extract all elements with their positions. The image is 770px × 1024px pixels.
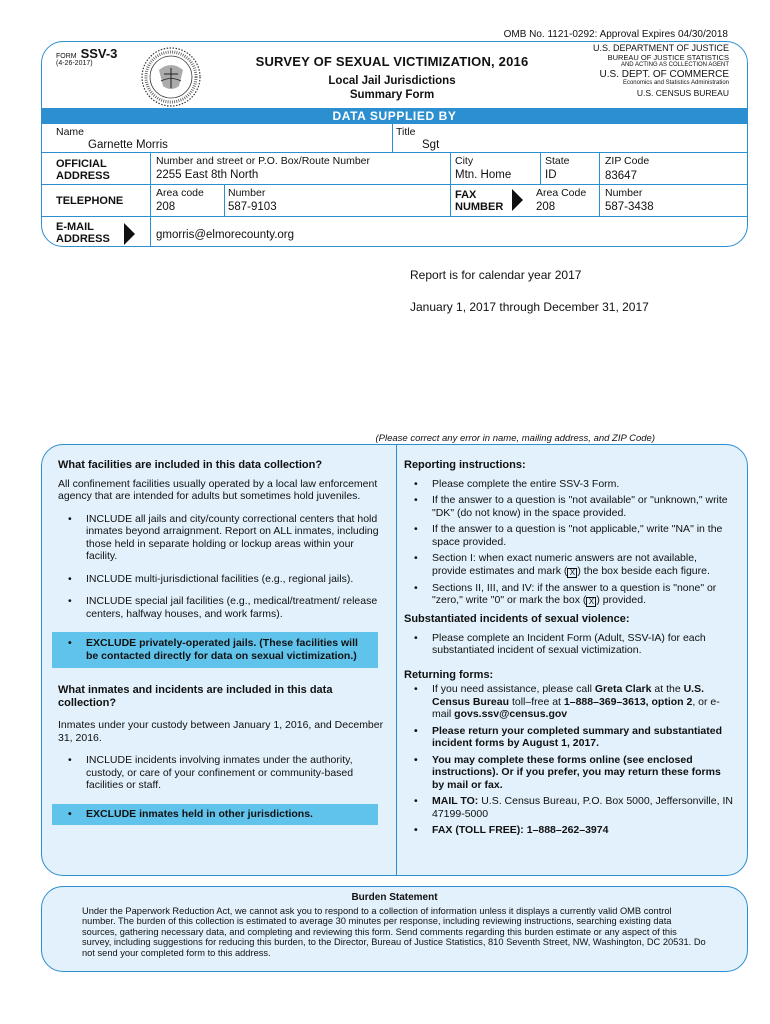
reporting-item [404, 552, 734, 578]
phone-number-label: Number [228, 187, 266, 199]
form-id [56, 46, 117, 61]
census-bureau-name: U.S. Census Bureau [432, 683, 705, 708]
fax-number-field[interactable]: 587-3438 [605, 201, 654, 213]
burden-statement [41, 886, 748, 972]
agency-collection: AND ACTING AS COLLECTION AGENT [620, 62, 729, 69]
official-address-label: OFFICIAL ADDRESS [56, 158, 110, 182]
assistance-text: If you need assistance, please call [432, 683, 595, 695]
agency-commerce: U.S. DEPT. OF COMMERCE [599, 68, 729, 80]
reporting-item [404, 582, 734, 608]
burden-text: Under the Paperwork Reduction Act, we cannot ask you to respond to a collection of information unless it displays a currently valid OMB control number. The burden of this collection is estimated to average 30 minutes per response, including reviewing instructions, searching existing data sources, gathering necessary data, and completing and reviewing this form. Send comments regarding this burden estimate or any aspect of this survey, including suggestions for reducing this burden, to the Director, Bureau of Justice Statistics, 810 Seventh Street, NW, Washington, DC 20531. Do not send your completed form to this address. [82, 906, 706, 958]
checkbox-x-icon: X [567, 568, 577, 578]
email-link[interactable]: govs.ssv@census.gov [454, 708, 568, 720]
title-line-2: Local Jail Jurisdictions [328, 75, 456, 87]
form-number: SSV-3 [80, 46, 118, 61]
include-special-item: • INCLUDE special jail facilities (e.g., medical/treatment/ release centers, halfway houses, and work farms). [58, 595, 384, 620]
instructions-panel [41, 444, 748, 876]
online-option-item: • You may complete these forms online (see enclosed instructions). Or if you prefer, you may return these forms by mail or fax. [404, 754, 734, 792]
correction-note: (Please correct any error in name, mailing address, and ZIP Code) [375, 433, 655, 444]
right-column [404, 459, 734, 837]
assistance-text: toll–free at [509, 695, 564, 708]
inmates-question: What inmates and incidents are included in this data collection? [58, 684, 333, 709]
form-header-card [41, 41, 748, 247]
divider [450, 184, 451, 216]
include-jails-item: • INCLUDE all jails and city/county correctional centers that hold inmates beyond arraignment. Report on ALL inmates, including those held in separate holding or lockup areas within your facility. [58, 513, 384, 563]
fax-area-field[interactable]: 208 [536, 201, 556, 213]
area-code-field[interactable]: 208 [156, 201, 176, 213]
reporting-text: Sections II, III, and IV: if the answer to a question is "none" or "zero," write "0" or mark the box ( [432, 581, 717, 606]
arrow-right-icon [124, 223, 135, 245]
divider [599, 152, 600, 184]
phone-number-field[interactable]: 587-9103 [228, 201, 277, 213]
street-field[interactable]: 2255 East 8th North [156, 169, 259, 181]
data-supplied-by-banner: DATA SUPPLIED BY [42, 108, 747, 124]
reporting-item: • If the answer to a question is "not available" or "unknown," write "DK" (do not know) in the space provided. [404, 494, 734, 519]
fax-number-label: FAX NUMBER [455, 189, 504, 213]
report-year: Report is for calendar year 2017 [410, 268, 582, 282]
left-column [58, 459, 384, 825]
exclude-private-box [52, 632, 378, 668]
divider [450, 152, 451, 184]
substantiated-heading: Substantiated incidents of sexual violence: [404, 613, 630, 625]
agency-census: U.S. CENSUS BUREAU [636, 88, 729, 99]
zip-label: ZIP Code [605, 155, 650, 167]
return-deadline-item: • Please return your completed summary and substantiated incident forms by August 1, 2017. [404, 725, 734, 750]
city-label: City [455, 155, 474, 167]
title-field[interactable]: Sgt [422, 139, 440, 151]
divider [150, 152, 151, 246]
arrow-right-icon [512, 189, 523, 211]
title-line-1: SURVEY OF SEXUAL VICTIMIZATION, 2016 [255, 54, 529, 69]
state-field[interactable]: ID [545, 169, 557, 181]
telephone-label: TELEPHONE [56, 195, 124, 207]
divider [42, 216, 747, 217]
divider [599, 184, 600, 216]
state-label: State [545, 155, 570, 167]
assistance-text: at the [651, 683, 684, 695]
toll-free-phone: 1–888–369–3613, option 2 [563, 695, 693, 708]
include-incidents-item: • INCLUDE incidents involving inmates under the authority, custody, or care of your confinement or community-based facilities or staff. [58, 754, 384, 792]
mail-address: U.S. Census Bureau, P.O. Box 5000, Jeffersonville, IN 47199-5000 [432, 795, 733, 820]
fax-number-sublabel: Number [605, 187, 643, 199]
burden-title: Burden Statement [351, 892, 438, 903]
agency-esa: Economics and Statistics Administration [622, 79, 729, 86]
assistance-item [404, 683, 734, 721]
exclude-other-item: • EXCLUDE inmates held in other jurisdictions. [58, 808, 372, 821]
substantiated-item: • Please complete an Incident Form (Adult, SSV-IA) for each substantiated incident of sexual victimization. [404, 632, 734, 657]
inmates-paragraph: Inmates under your custody between January 1, 2016, and December 31, 2016. [58, 719, 384, 744]
mail-to-label: MAIL TO: [432, 795, 479, 807]
divider [540, 152, 541, 184]
exclude-other-box [52, 804, 378, 826]
contact-name: Greta Clark [594, 683, 652, 695]
zip-field[interactable]: 83647 [605, 170, 637, 182]
survey-title [222, 54, 562, 101]
facilities-question: What facilities are included in this data collection? [58, 459, 323, 471]
include-multi-item: • INCLUDE multi-jurisdictional facilities (e.g., regional jails). [58, 573, 384, 586]
fax-item: • FAX (TOLL FREE): 1–888–262–3974 [404, 824, 734, 837]
reporting-text: Section I: when exact numeric answers are not available, provide estimates and mark ( [432, 552, 697, 577]
reporting-text: ) the box beside each figure. [577, 564, 710, 577]
name-label: Name [56, 126, 85, 138]
agency-doj: U.S. DEPARTMENT OF JUSTICE [592, 43, 729, 53]
checkbox-x-icon: X [586, 597, 596, 607]
form-date: (4-26-2017) [56, 60, 93, 67]
city-field[interactable]: Mtn. Home [455, 169, 512, 181]
mail-to-item [404, 795, 734, 820]
omb-number: OMB No. 1121-0292: Approval Expires 04/30/2018 [503, 29, 728, 40]
returning-heading: Returning forms: [404, 668, 494, 681]
doj-seal-icon [137, 46, 205, 108]
street-label: Number and street or P.O. Box/Route Number [156, 155, 370, 167]
area-code-label: Area code [156, 187, 204, 199]
title-label: Title [396, 126, 416, 138]
column-divider [396, 445, 397, 875]
reporting-heading: Reporting instructions: [404, 459, 526, 471]
facilities-paragraph: All confinement facilities usually operated by a local law enforcement agency that are intended for adults but sometimes hold juveniles. [58, 477, 378, 502]
email-label: E-MAIL ADDRESS [56, 221, 110, 245]
divider [224, 184, 225, 216]
reporting-text: ) provided. [596, 594, 646, 606]
email-field[interactable]: gmorris@elmorecounty.org [156, 229, 295, 241]
agency-block [593, 44, 729, 99]
agency-bjs: BUREAU OF JUSTICE STATISTICS [607, 52, 729, 62]
report-range: January 1, 2017 through December 31, 2017 [410, 300, 649, 314]
reporting-item: • If the answer to a question is "not applicable," write "NA" in the space provided. [404, 523, 734, 548]
divider [392, 124, 393, 152]
form-prefix: FORM [56, 53, 77, 60]
divider [42, 152, 747, 153]
exclude-private-item: • EXCLUDE privately-operated jails. (These facilities will be contacted directly for data on sexual victimization.) [58, 637, 372, 662]
fax-area-label: Area Code [536, 187, 587, 199]
title-line-3: Summary Form [349, 89, 435, 101]
divider [42, 184, 747, 185]
assistance-text: , or e-mail [432, 695, 720, 720]
reporting-item: • Please complete the entire SSV-3 Form. [404, 478, 734, 491]
name-field[interactable]: Garnette Morris [88, 139, 168, 151]
